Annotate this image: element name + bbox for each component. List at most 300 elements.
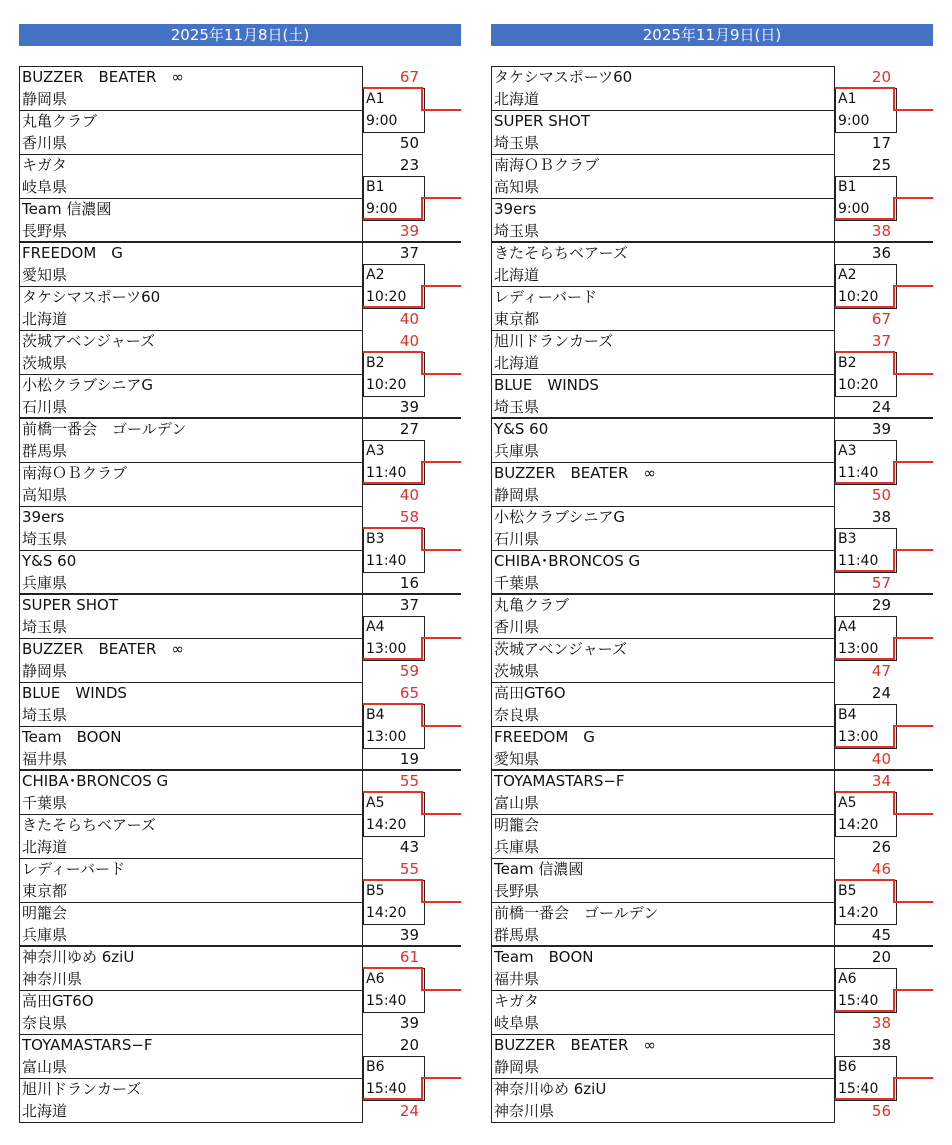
team-prefecture-row xyxy=(491,132,835,154)
team-name-row xyxy=(491,506,835,528)
match xyxy=(491,66,952,154)
winner-bracket-out xyxy=(893,109,933,111)
match xyxy=(19,506,481,594)
team-prefecture: 福井県 xyxy=(22,750,68,768)
team-name-row xyxy=(19,682,363,704)
team-name: 前橋一番会 ゴールデン xyxy=(22,420,187,438)
match-time: 10:20 xyxy=(838,289,879,305)
score-team2: 57 xyxy=(871,574,891,592)
team-name-row xyxy=(491,814,835,836)
winner-bracket-vertical xyxy=(421,527,423,550)
team-prefecture: 埼玉県 xyxy=(494,398,540,416)
team-prefecture: 香川県 xyxy=(22,134,68,152)
team-name: SUPER SHOT xyxy=(494,112,590,130)
match-time: 10:20 xyxy=(366,377,407,393)
team-name: Team 信濃國 xyxy=(494,860,584,878)
score-team2: 40 xyxy=(399,486,419,504)
winner-bracket-vertical xyxy=(421,87,423,110)
winner-bracket-bottom xyxy=(363,306,423,308)
team-name: FREEDOM G xyxy=(22,244,123,262)
team-name-row xyxy=(491,374,835,396)
team-prefecture: 静岡県 xyxy=(494,486,540,504)
team-name-row xyxy=(491,418,835,440)
score-team2: 39 xyxy=(399,926,419,944)
score-team2: 38 xyxy=(871,222,891,240)
score-team1: 20 xyxy=(871,68,891,86)
score-team1: 20 xyxy=(871,948,891,966)
match-code: A4 xyxy=(838,619,857,635)
score-team2: 24 xyxy=(871,398,891,416)
team-name-row xyxy=(19,946,363,968)
team-name-row xyxy=(19,726,363,748)
winner-bracket-out xyxy=(893,461,933,463)
team-name-row xyxy=(491,242,835,264)
score-team1: 24 xyxy=(871,684,891,702)
team-prefecture-row xyxy=(491,792,835,814)
team-prefecture: 香川県 xyxy=(494,618,540,636)
team-prefecture: 高知県 xyxy=(22,486,68,504)
team-name: キガタ xyxy=(494,992,540,1010)
winner-bracket-top xyxy=(835,87,895,89)
match-code: B2 xyxy=(366,355,385,371)
team-prefecture: 石川県 xyxy=(494,530,540,548)
team-name-row xyxy=(19,374,363,396)
team-prefecture-row xyxy=(19,1100,363,1122)
team-name: タケシマスポーツ60 xyxy=(22,288,161,306)
team-name: 丸亀クラブ xyxy=(22,112,98,130)
winner-bracket-vertical xyxy=(421,1077,423,1100)
winner-bracket-out xyxy=(893,549,933,551)
team-prefecture-row xyxy=(19,352,363,374)
team-name-row xyxy=(491,110,835,132)
winner-bracket-bottom xyxy=(363,1098,423,1100)
team-prefecture: 北海道 xyxy=(22,1102,68,1120)
team-prefecture-row xyxy=(19,396,363,418)
team-name: BUZZER BEATER ∞ xyxy=(22,68,184,86)
score-team1: 20 xyxy=(399,1036,419,1054)
match-code: A1 xyxy=(366,91,385,107)
winner-bracket-vertical xyxy=(421,285,423,308)
score-team1: 55 xyxy=(399,860,419,878)
team-name: きたそらちベアーズ xyxy=(494,244,628,262)
team-name-row xyxy=(491,550,835,572)
day-column-sun xyxy=(491,0,952,1145)
team-name: タケシマスポーツ60 xyxy=(494,68,633,86)
winner-bracket-vertical xyxy=(893,725,895,748)
team-prefecture-row xyxy=(491,264,835,286)
team-prefecture: 神奈川県 xyxy=(494,1102,555,1120)
team-prefecture-row xyxy=(19,880,363,902)
winner-bracket-out xyxy=(893,989,933,991)
match-time: 9:00 xyxy=(838,201,870,217)
team-prefecture: 愛知県 xyxy=(494,750,540,768)
team-name-row xyxy=(19,858,363,880)
team-prefecture: 愛知県 xyxy=(22,266,68,284)
day-header: 2025年11月9日(日) xyxy=(491,24,933,46)
winner-bracket-out xyxy=(893,197,933,199)
winner-bracket-top xyxy=(363,87,423,89)
team-name: 明籠会 xyxy=(494,816,540,834)
team-prefecture: 富山県 xyxy=(494,794,540,812)
team-prefecture-row xyxy=(491,396,835,418)
winner-bracket-out xyxy=(421,1077,461,1079)
team-prefecture-row xyxy=(491,616,835,638)
winner-bracket-top xyxy=(363,527,423,529)
team-prefecture-row xyxy=(491,572,835,594)
team-name: 旭川ドランカーズ xyxy=(22,1080,142,1098)
score-team2: 39 xyxy=(399,1014,419,1032)
match xyxy=(19,418,481,506)
match-code: B3 xyxy=(366,531,385,547)
team-name-row xyxy=(19,1034,363,1056)
team-prefecture-row xyxy=(491,748,835,770)
team-prefecture: 埼玉県 xyxy=(22,530,68,548)
team-prefecture: 高知県 xyxy=(494,178,540,196)
winner-bracket-bottom xyxy=(363,658,423,660)
team-name-row xyxy=(19,242,363,264)
team-name: BLUE WINDS xyxy=(494,376,599,394)
winner-bracket-vertical xyxy=(893,879,895,902)
match-code: B4 xyxy=(838,707,857,723)
team-prefecture: 奈良県 xyxy=(22,1014,68,1032)
score-team2: 50 xyxy=(399,134,419,152)
match xyxy=(491,154,952,242)
winner-bracket-bottom xyxy=(835,1098,895,1100)
match-code: B1 xyxy=(838,179,857,195)
winner-bracket-out xyxy=(421,197,461,199)
winner-bracket-out xyxy=(893,813,933,815)
team-prefecture-row xyxy=(491,1100,835,1122)
match-code: A1 xyxy=(838,91,857,107)
team-prefecture-row xyxy=(19,308,363,330)
team-prefecture-row xyxy=(19,704,363,726)
team-prefecture-row xyxy=(491,660,835,682)
team-name: 茨城アベンジャーズ xyxy=(494,640,627,658)
team-prefecture: 東京都 xyxy=(494,310,540,328)
score-team2: 47 xyxy=(871,662,891,680)
match-time: 10:20 xyxy=(366,289,407,305)
match xyxy=(491,682,952,770)
team-name-row xyxy=(19,418,363,440)
team-prefecture: 埼玉県 xyxy=(22,618,68,636)
match-time: 13:00 xyxy=(366,641,407,657)
team-prefecture: 兵庫県 xyxy=(494,442,540,460)
match xyxy=(491,506,952,594)
match xyxy=(19,1034,481,1122)
winner-bracket-vertical xyxy=(421,351,423,374)
match-time: 15:40 xyxy=(366,993,407,1009)
winner-bracket-vertical xyxy=(421,703,423,726)
winner-bracket-vertical xyxy=(421,637,423,660)
team-prefecture-row xyxy=(491,1056,835,1078)
match-code: A5 xyxy=(366,795,385,811)
team-name: Team BOON xyxy=(22,728,122,746)
team-prefecture: 千葉県 xyxy=(494,574,540,592)
winner-bracket-vertical xyxy=(421,879,423,902)
team-prefecture-row xyxy=(19,1012,363,1034)
team-name-row xyxy=(19,330,363,352)
score-team2: 40 xyxy=(871,750,891,768)
team-name-row xyxy=(491,1078,835,1100)
team-prefecture: 福井県 xyxy=(494,970,540,988)
team-prefecture: 千葉県 xyxy=(22,794,68,812)
winner-bracket-out xyxy=(421,109,461,111)
score-team2: 59 xyxy=(399,662,419,680)
winner-bracket-out xyxy=(893,1077,933,1079)
score-team1: 58 xyxy=(399,508,419,526)
team-name-row xyxy=(19,550,363,572)
team-prefecture-row xyxy=(491,176,835,198)
team-name: 高田GT6O xyxy=(22,992,94,1010)
winner-bracket-bottom xyxy=(835,658,895,660)
score-team2: 38 xyxy=(871,1014,891,1032)
team-name-row xyxy=(19,506,363,528)
score-team2: 26 xyxy=(871,838,891,856)
team-prefecture: 北海道 xyxy=(494,354,540,372)
match-code: A3 xyxy=(838,443,857,459)
winner-bracket-top xyxy=(835,879,895,881)
score-team1: 23 xyxy=(399,156,419,174)
team-prefecture: 石川県 xyxy=(22,398,68,416)
winner-bracket-vertical xyxy=(893,197,895,220)
match xyxy=(491,858,952,946)
team-prefecture: 富山県 xyxy=(22,1058,68,1076)
team-prefecture-row xyxy=(19,968,363,990)
winner-bracket-vertical xyxy=(893,87,895,110)
match-time: 13:00 xyxy=(838,729,879,745)
team-name: 茨城アベンジャーズ xyxy=(22,332,155,350)
team-name: キガタ xyxy=(22,156,68,174)
team-name: BUZZER BEATER ∞ xyxy=(22,640,184,658)
team-prefecture-row xyxy=(19,264,363,286)
team-name-row xyxy=(19,66,363,88)
match-code: A2 xyxy=(366,267,385,283)
winner-bracket-top xyxy=(363,351,423,353)
match-code: A3 xyxy=(366,443,385,459)
team-name-row xyxy=(491,902,835,924)
match-code: B6 xyxy=(838,1059,857,1075)
team-name-row xyxy=(491,1034,835,1056)
match xyxy=(19,154,481,242)
score-team1: 55 xyxy=(399,772,419,790)
team-prefecture: 岐阜県 xyxy=(22,178,68,196)
match-time: 15:40 xyxy=(366,1081,407,1097)
team-prefecture: 静岡県 xyxy=(494,1058,540,1076)
team-name: FREEDOM G xyxy=(494,728,595,746)
team-prefecture: 兵庫県 xyxy=(22,926,68,944)
winner-bracket-bottom xyxy=(835,482,895,484)
team-name-row xyxy=(491,154,835,176)
score-team1: 67 xyxy=(399,68,419,86)
winner-bracket-out xyxy=(421,725,461,727)
match-code: B2 xyxy=(838,355,857,371)
score-team2: 24 xyxy=(399,1102,419,1120)
winner-bracket-bottom xyxy=(363,218,423,220)
team-name: Y&S 60 xyxy=(494,420,549,438)
match-code: A6 xyxy=(838,971,857,987)
team-name: TOYAMASTARS−F xyxy=(494,772,625,790)
winner-bracket-bottom xyxy=(835,306,895,308)
match-time: 14:20 xyxy=(838,817,879,833)
team-prefecture: 北海道 xyxy=(22,310,68,328)
team-name: BUZZER BEATER ∞ xyxy=(494,464,656,482)
team-prefecture-row xyxy=(19,748,363,770)
winner-bracket-bottom xyxy=(835,218,895,220)
team-prefecture: 北海道 xyxy=(494,266,540,284)
winner-bracket-out xyxy=(421,901,461,903)
team-prefecture-row xyxy=(19,616,363,638)
match xyxy=(491,946,952,1034)
team-prefecture: 北海道 xyxy=(494,90,540,108)
match-time: 11:40 xyxy=(366,465,407,481)
team-name-row xyxy=(491,594,835,616)
team-prefecture-row xyxy=(19,528,363,550)
score-team1: 65 xyxy=(399,684,419,702)
team-prefecture-row xyxy=(19,924,363,946)
team-name: Team BOON xyxy=(494,948,594,966)
score-team2: 67 xyxy=(871,310,891,328)
score-team1: 36 xyxy=(871,244,891,262)
match-time: 11:40 xyxy=(838,465,879,481)
team-name-row xyxy=(19,990,363,1012)
team-prefecture-row xyxy=(19,792,363,814)
team-prefecture: 長野県 xyxy=(22,222,68,240)
team-name-row xyxy=(491,682,835,704)
match xyxy=(491,242,952,330)
team-name: CHIBA･BRONCOS G xyxy=(22,772,169,790)
winner-bracket-top xyxy=(363,703,423,705)
match xyxy=(19,66,481,154)
team-name-row xyxy=(491,858,835,880)
score-team1: 37 xyxy=(399,244,419,262)
score-team2: 39 xyxy=(399,222,419,240)
team-prefecture: 茨城県 xyxy=(494,662,540,680)
team-prefecture-row xyxy=(491,220,835,242)
team-prefecture: 長野県 xyxy=(494,882,540,900)
team-prefecture-row xyxy=(19,572,363,594)
games-list xyxy=(19,66,481,1122)
match-code: A4 xyxy=(366,619,385,635)
day-header: 2025年11月8日(土) xyxy=(19,24,461,46)
team-name: 明籠会 xyxy=(22,904,68,922)
team-name: BLUE WINDS xyxy=(22,684,127,702)
winner-bracket-out xyxy=(893,285,933,287)
match xyxy=(19,770,481,858)
team-name: レディーバード xyxy=(22,860,126,878)
match xyxy=(19,330,481,418)
team-prefecture-row xyxy=(19,88,363,110)
score-team1: 25 xyxy=(871,156,891,174)
winner-bracket-out xyxy=(421,285,461,287)
winner-bracket-vertical xyxy=(893,989,895,1012)
team-name: 南海ＯＢクラブ xyxy=(494,156,600,174)
team-prefecture-row xyxy=(491,1012,835,1034)
team-prefecture: 茨城県 xyxy=(22,354,68,372)
team-name: 39ers xyxy=(494,200,537,218)
team-name: レディーバード xyxy=(494,288,598,306)
match-time: 13:00 xyxy=(838,641,879,657)
team-prefecture-row xyxy=(491,836,835,858)
team-prefecture: 兵庫県 xyxy=(494,838,540,856)
match xyxy=(491,770,952,858)
team-prefecture: 群馬県 xyxy=(22,442,68,460)
team-name-row xyxy=(19,1078,363,1100)
winner-bracket-out xyxy=(893,373,933,375)
team-name-row xyxy=(19,814,363,836)
team-name-row xyxy=(491,462,835,484)
team-prefecture-row xyxy=(491,704,835,726)
match-time: 9:00 xyxy=(838,113,870,129)
team-prefecture: 兵庫県 xyxy=(22,574,68,592)
team-name-row xyxy=(19,110,363,132)
team-prefecture-row xyxy=(491,88,835,110)
winner-bracket-vertical xyxy=(421,791,423,814)
score-team1: 34 xyxy=(871,772,891,790)
match xyxy=(491,330,952,418)
winner-bracket-vertical xyxy=(893,549,895,572)
team-name-row xyxy=(19,286,363,308)
team-name: 南海ＯＢクラブ xyxy=(22,464,128,482)
team-name-row xyxy=(491,770,835,792)
score-team2: 40 xyxy=(399,310,419,328)
team-prefecture-row xyxy=(19,660,363,682)
team-prefecture-row xyxy=(19,440,363,462)
match-time: 14:20 xyxy=(838,905,879,921)
team-name: BUZZER BEATER ∞ xyxy=(494,1036,656,1054)
winner-bracket-out xyxy=(421,549,461,551)
team-name: 小松クラブシニアG xyxy=(22,376,154,394)
team-name: Team 信濃國 xyxy=(22,200,112,218)
winner-bracket-out xyxy=(421,373,461,375)
score-team1: 29 xyxy=(871,596,891,614)
team-name: TOYAMASTARS−F xyxy=(22,1036,153,1054)
team-prefecture-row xyxy=(491,484,835,506)
match-code: B5 xyxy=(366,883,385,899)
team-name-row xyxy=(19,770,363,792)
winner-bracket-vertical xyxy=(893,351,895,374)
match xyxy=(491,418,952,506)
score-team2: 56 xyxy=(871,1102,891,1120)
team-prefecture: 埼玉県 xyxy=(494,134,540,152)
team-name-row xyxy=(19,198,363,220)
match xyxy=(19,594,481,682)
match-time: 9:00 xyxy=(366,201,398,217)
score-team1: 46 xyxy=(871,860,891,878)
team-name: CHIBA･BRONCOS G xyxy=(494,552,641,570)
team-name-row xyxy=(491,946,835,968)
match-code: B4 xyxy=(366,707,385,723)
team-name-row xyxy=(491,726,835,748)
winner-bracket-out xyxy=(421,989,461,991)
match-time: 14:20 xyxy=(366,905,407,921)
score-team2: 50 xyxy=(871,486,891,504)
team-name: SUPER SHOT xyxy=(22,596,118,614)
team-name-row xyxy=(19,638,363,660)
winner-bracket-out xyxy=(421,637,461,639)
winner-bracket-bottom xyxy=(363,482,423,484)
team-prefecture-row xyxy=(19,132,363,154)
team-name: Y&S 60 xyxy=(22,552,77,570)
match xyxy=(491,1034,952,1122)
match-time: 13:00 xyxy=(366,729,407,745)
team-prefecture: 奈良県 xyxy=(494,706,540,724)
score-team2: 19 xyxy=(399,750,419,768)
match-code: A2 xyxy=(838,267,857,283)
team-name-row xyxy=(19,902,363,924)
team-prefecture-row xyxy=(491,352,835,374)
team-prefecture-row xyxy=(491,968,835,990)
winner-bracket-vertical xyxy=(421,461,423,484)
